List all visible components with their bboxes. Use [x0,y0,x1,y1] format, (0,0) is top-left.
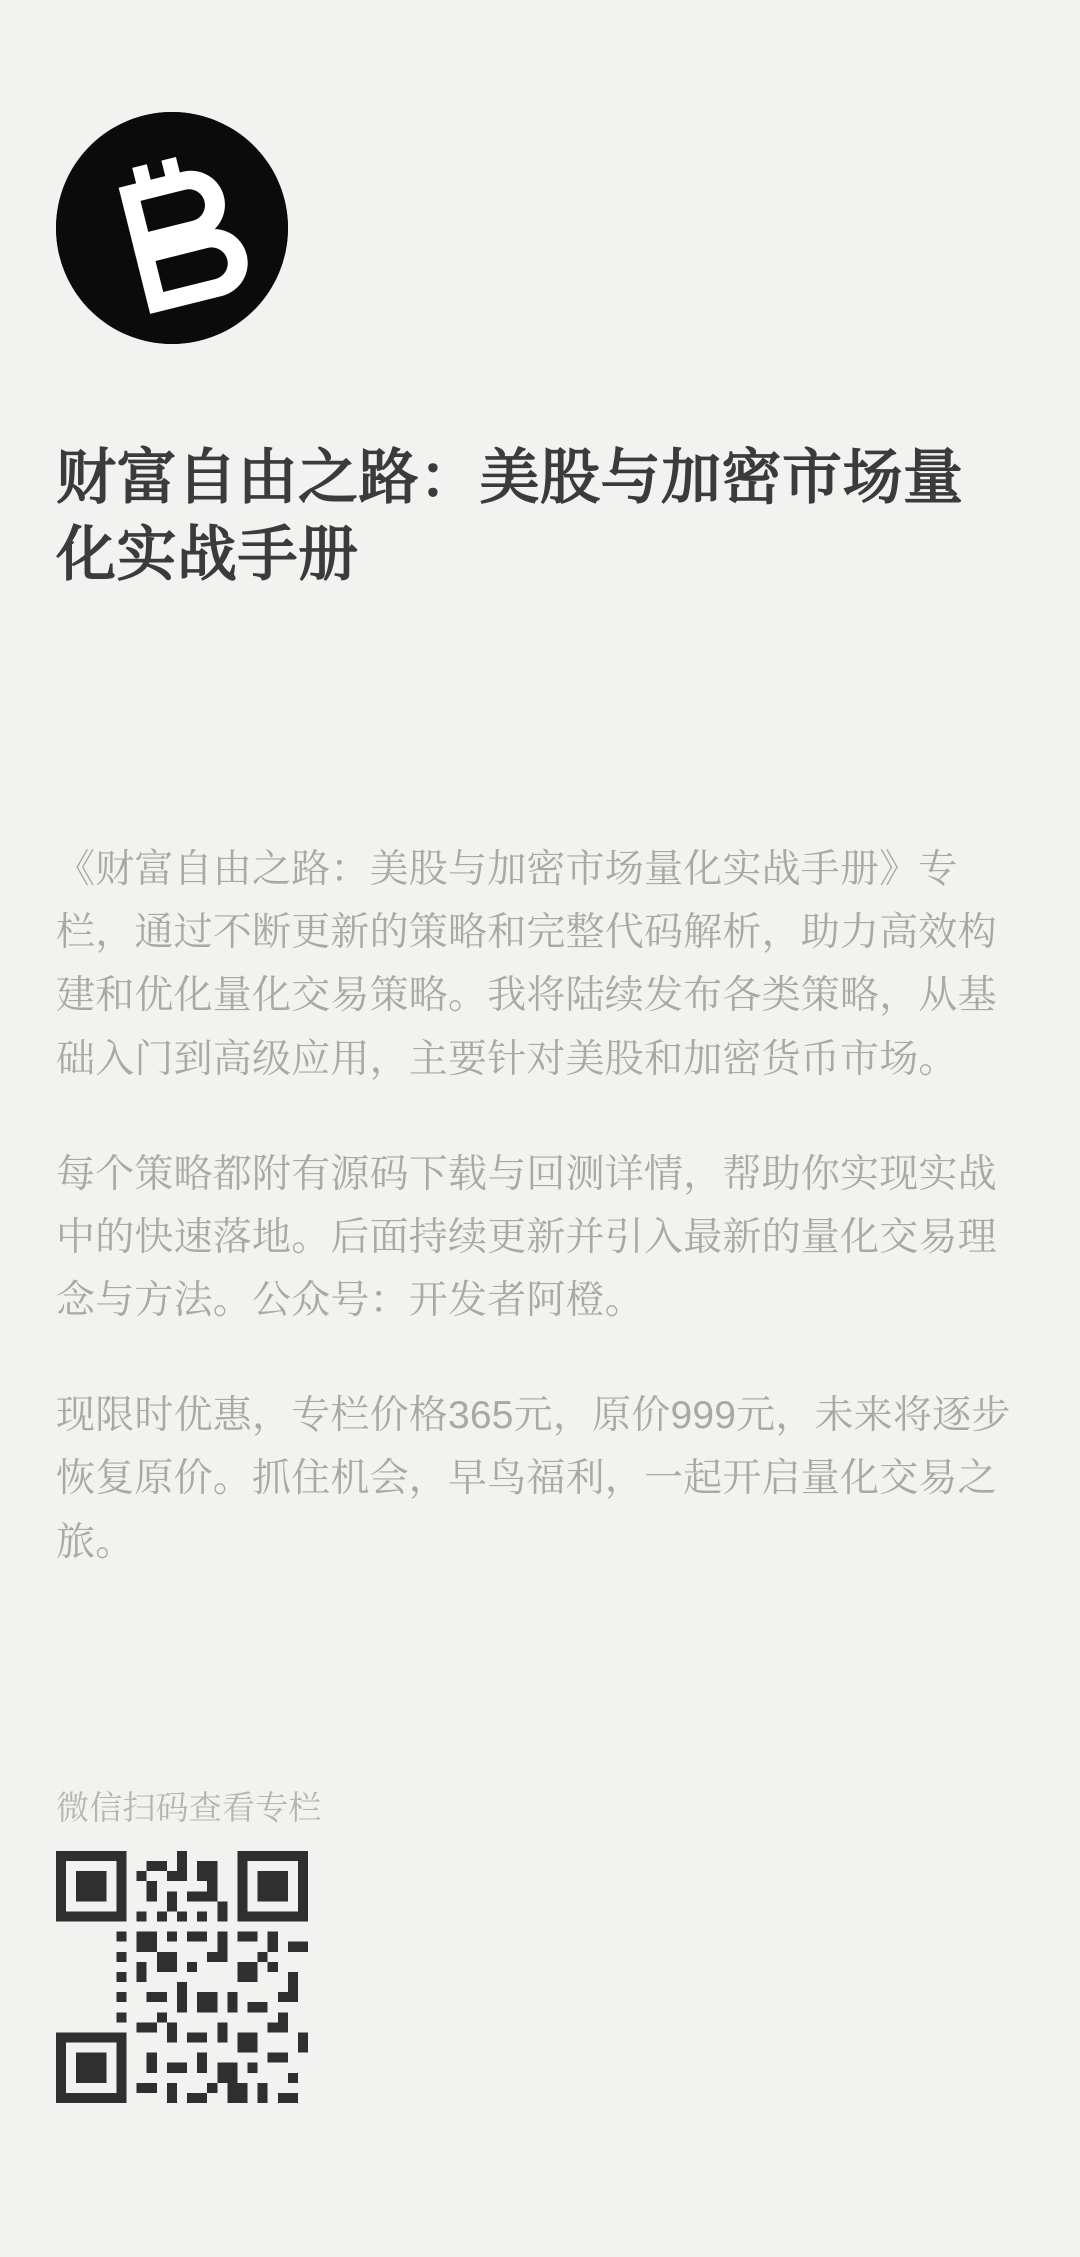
page-title: 财富自由之路：美股与加密市场量化实战手册 [56,444,964,588]
qr-caption: 微信扫码查看专栏 [56,1789,322,1826]
body-paragraph-3: 现限时优惠，专栏价格365元，原价999元，未来将逐步恢复原价。抓住机会，早鸟福利，一起开启量化交易之旅。 [56,1394,1011,1564]
body-paragraph-2: 每个策略都附有源码下载与回测详情，帮助你实现实战中的快速落地。后面持续更新并引入最新的量化交易理念与方法。公众号：开发者阿橙。 [56,1152,997,1323]
body-copy [56,838,1016,1574]
body-paragraph-1: 《财富自由之路：美股与加密市场量化实战手册》专栏，通过不断更新的策略和完整代码解析，助力高效构建和优化量化交易策略。我将陆续发布各类策略，从基础入门到高级应用，主要针对美股和加密货币市场。 [56,848,997,1081]
qr-section [56,1782,1016,2103]
bitcoin-logo-icon [56,112,288,344]
qr-code-icon[interactable] [56,1851,308,2103]
bitcoin-logo [56,112,288,344]
